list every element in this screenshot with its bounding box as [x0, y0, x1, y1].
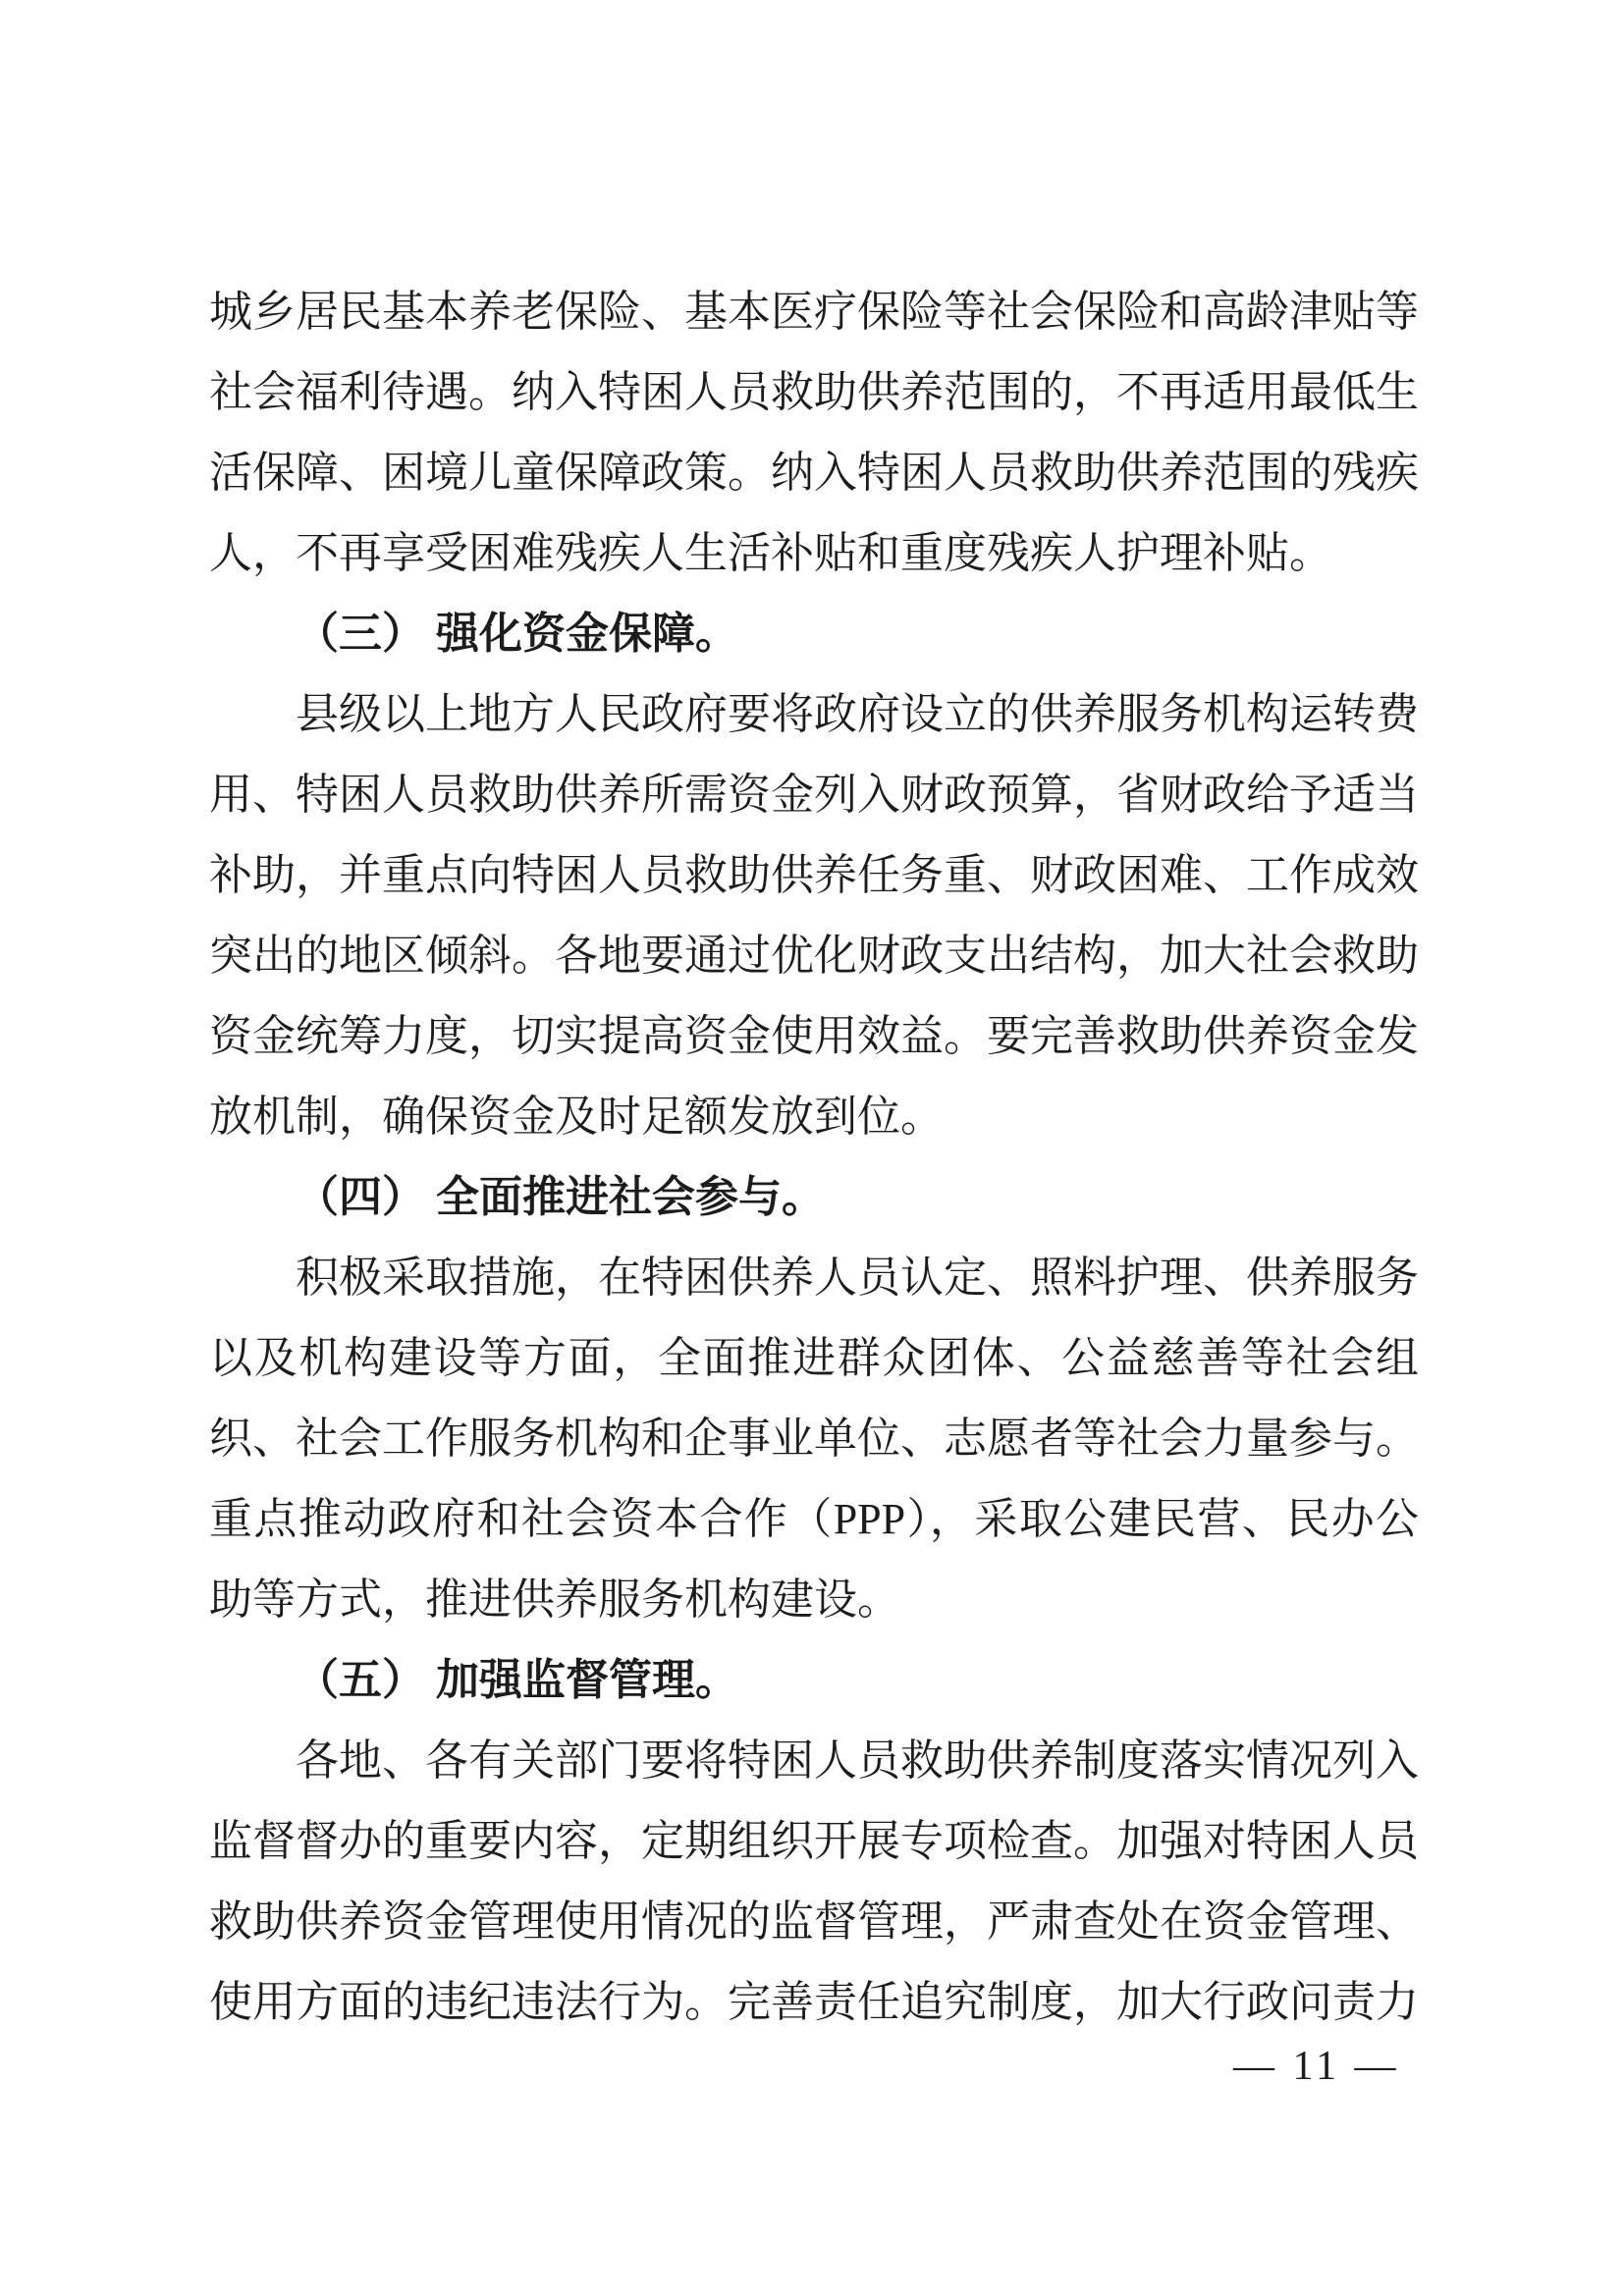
text-line: 突出的地区倾斜。各地要通过优化财政支出结构，加大社会救助	[209, 932, 1419, 980]
text-line: 织、社会工作服务机构和企事业单位、志愿者等社会力量参与。	[209, 1415, 1419, 1463]
text-line: 用、特困人员救助供养所需资金列入财政预算，省财政给予适当	[209, 771, 1419, 819]
text-line: 助等方式，推进供养服务机构建设。	[209, 1575, 900, 1624]
text-line: 补助，并重点向特困人员救助供养任务重、财政困难、工作成效	[209, 851, 1419, 899]
text-line: 资金统筹力度，切实提高资金使用效益。要完善救助供养资金发	[209, 1012, 1419, 1060]
text-line: 人，不再享受困难残疾人生活补贴和重度残疾人护理补贴。	[209, 529, 1332, 577]
page-number: — 11 —	[1233, 2044, 1400, 2089]
text-line: 监督督办的重要内容，定期组织开展专项检查。加强对特困人员	[209, 1817, 1419, 1865]
text-line: 重点推动政府和社会资本合作（PPP），采取公建民营、民办公	[209, 1495, 1419, 1543]
section-heading-5: （五） 加强监督管理。	[296, 1656, 738, 1704]
text-line: 社会福利待遇。纳入特困人员救助供养范围的，不再适用最低生	[209, 368, 1419, 416]
text-line: 各地、各有关部门要将特困人员救助供养制度落实情况列入	[296, 1736, 1419, 1785]
text-line: 救助供养资金管理使用情况的监督管理，严肃查处在资金管理、	[209, 1897, 1419, 1946]
text-line: 以及机构建设等方面，全面推进群众团体、公益慈善等社会组	[209, 1334, 1419, 1382]
text-line: 活保障、困境儿童保障政策。纳入特困人员救助供养范围的残疾	[209, 449, 1419, 497]
text-line: 积极采取措施，在特困供养人员认定、照料护理、供养服务	[296, 1254, 1419, 1302]
section-heading-3: （三） 强化资金保障。	[296, 610, 738, 658]
text-line: 城乡居民基本养老保险、基本医疗保险等社会保险和高龄津贴等	[209, 288, 1419, 336]
section-heading-4: （四） 全面推进社会参与。	[296, 1173, 825, 1221]
text-line: 使用方面的违纪违法行为。完善责任追究制度，加大行政问责力	[209, 1978, 1419, 2026]
text-line: 县级以上地方人民政府要将政府设立的供养服务机构运转费	[296, 690, 1419, 738]
text-line: 放机制，确保资金及时足额发放到位。	[209, 1093, 944, 1141]
